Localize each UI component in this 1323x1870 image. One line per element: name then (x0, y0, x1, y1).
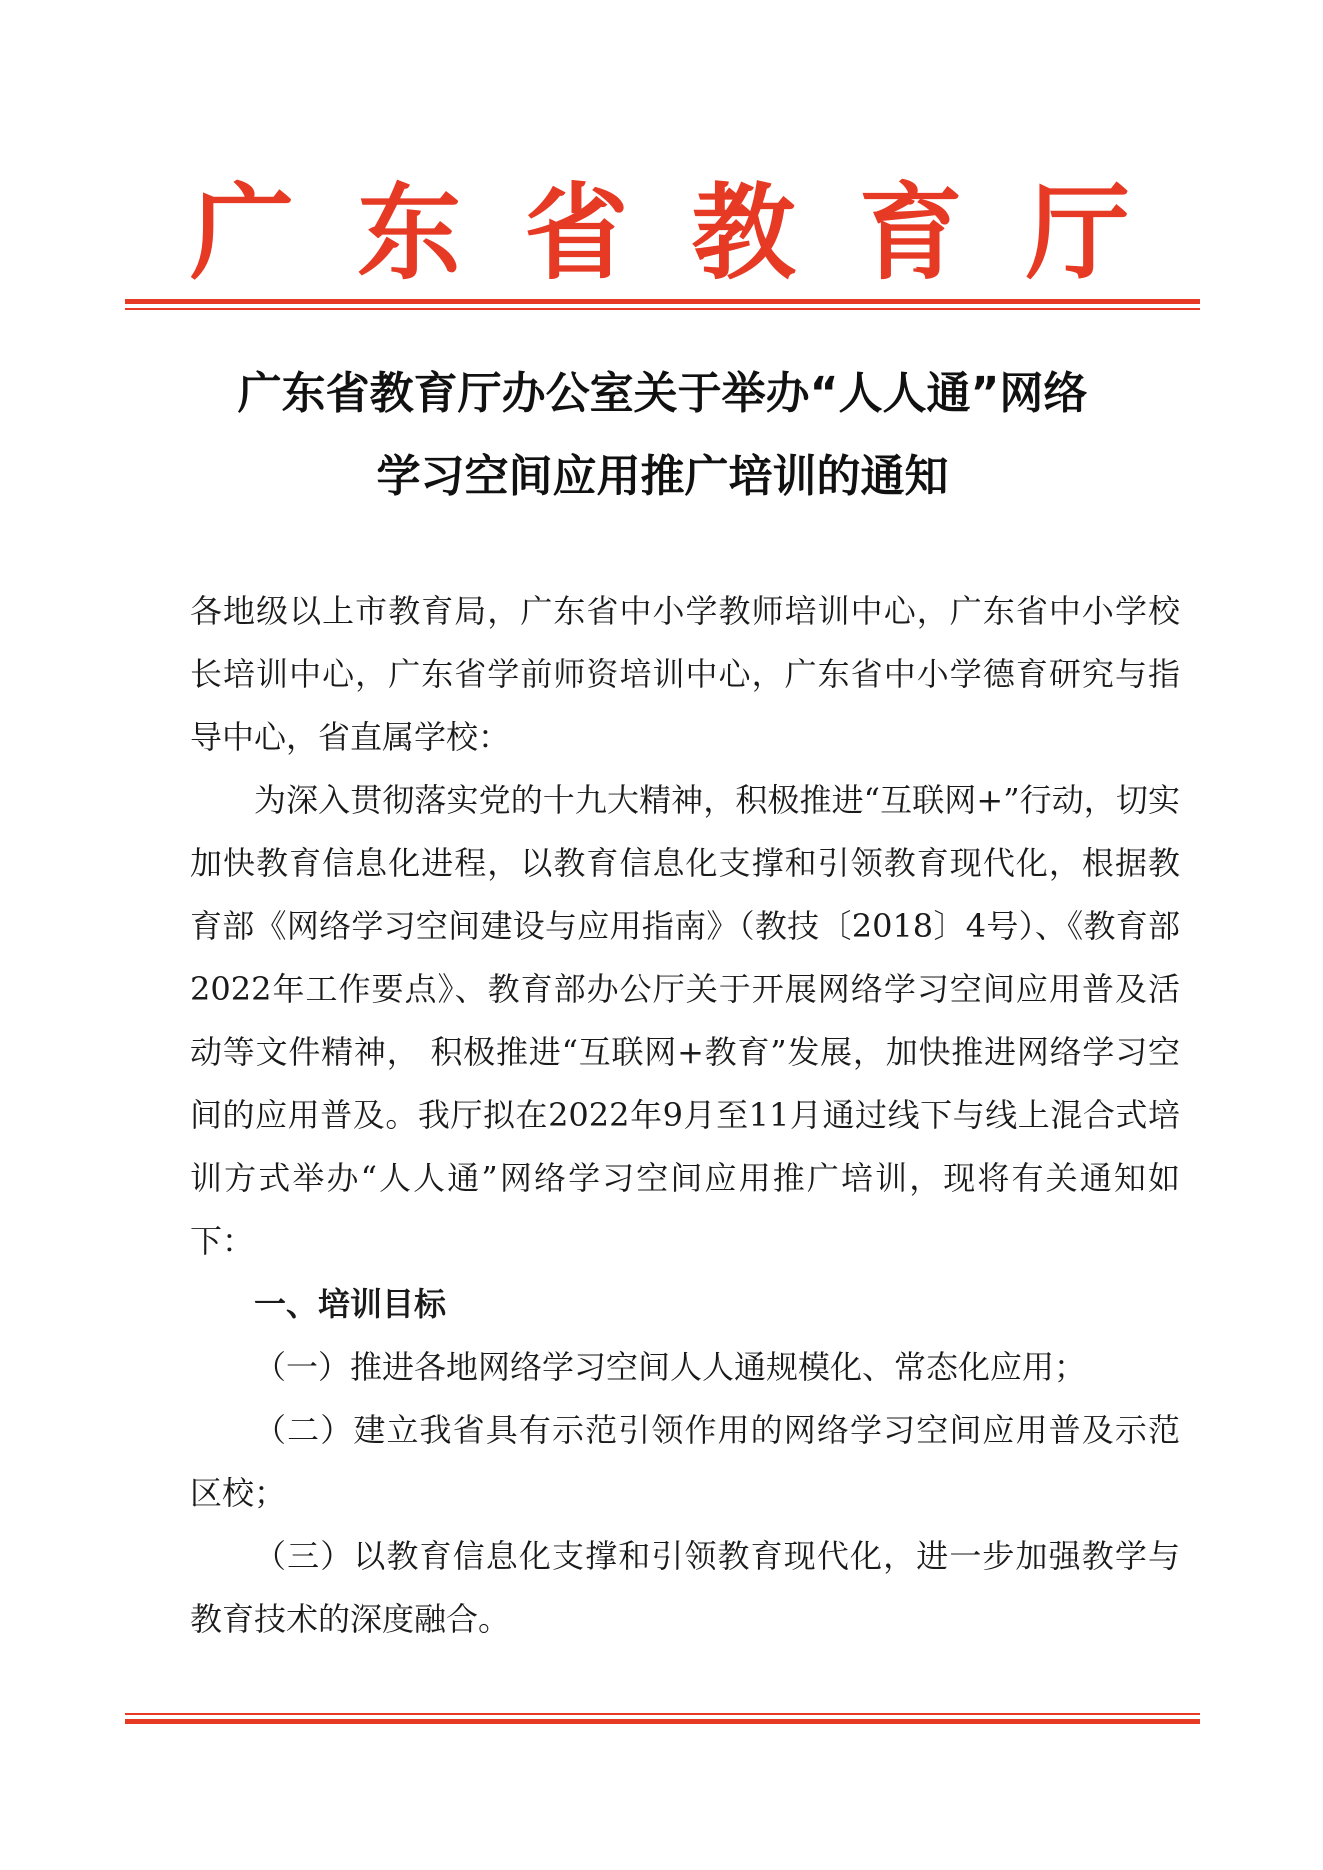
objective-item: （一）推进各地网络学习空间人人通规模化、常态化应用； (254, 1348, 1087, 1386)
masthead-char: 厅 (1025, 171, 1130, 294)
objective-item: （二）建立我省具有示范引领作用的网络学习空间应用普及示范区校； (190, 1411, 1180, 1512)
intro-paragraph: 为深入贯彻落实党的十九大精神，积极推进“互联网+”行动，切实加快教育信息化进程，以教育信息化支撑和引领教育现代化，根据教育部《网络学习空间建设与应用指南》（教技〔2018〕4号）、《教育部2022年工作要点》、教育部办公厅关于开展网络学习空间应用普及活动等文件精神， 积极推进“互联网+教育”发展，加快推进网络学习空间的应用普及。我厅拟在2022年9月至11月通过线下与线上混合式培训方式举办“人人通”网络学习空间应用推广培训，现将有关通知如下： (190, 781, 1180, 1260)
masthead-char: 省 (524, 171, 629, 294)
masthead-char: 教 (691, 171, 796, 294)
masthead-char: 东 (357, 171, 462, 294)
masthead (190, 168, 1130, 298)
masthead-divider (125, 299, 1200, 310)
section-heading-objectives: 一、培训目标 (254, 1285, 447, 1323)
objective-item: （三）以教育信息化支撑和引领教育现代化，进一步加强教学与教育技术的深度融合。 (190, 1537, 1180, 1638)
masthead-char: 广 (190, 171, 295, 294)
salutation: 各地级以上市教育局，广东省中小学教师培训中心，广东省中小学校长培训中心，广东省学前师资培训中心，广东省中小学德育研究与指导中心，省直属学校： (190, 592, 1180, 756)
document-title-line-1: 广东省教育厅办公室关于举办“人人通”网络 (237, 368, 1088, 419)
masthead-char: 育 (858, 171, 963, 294)
footer-divider (125, 1713, 1200, 1724)
document-title-line-2: 学习空间应用推广培训的通知 (376, 451, 949, 502)
document-body (190, 580, 1180, 1651)
